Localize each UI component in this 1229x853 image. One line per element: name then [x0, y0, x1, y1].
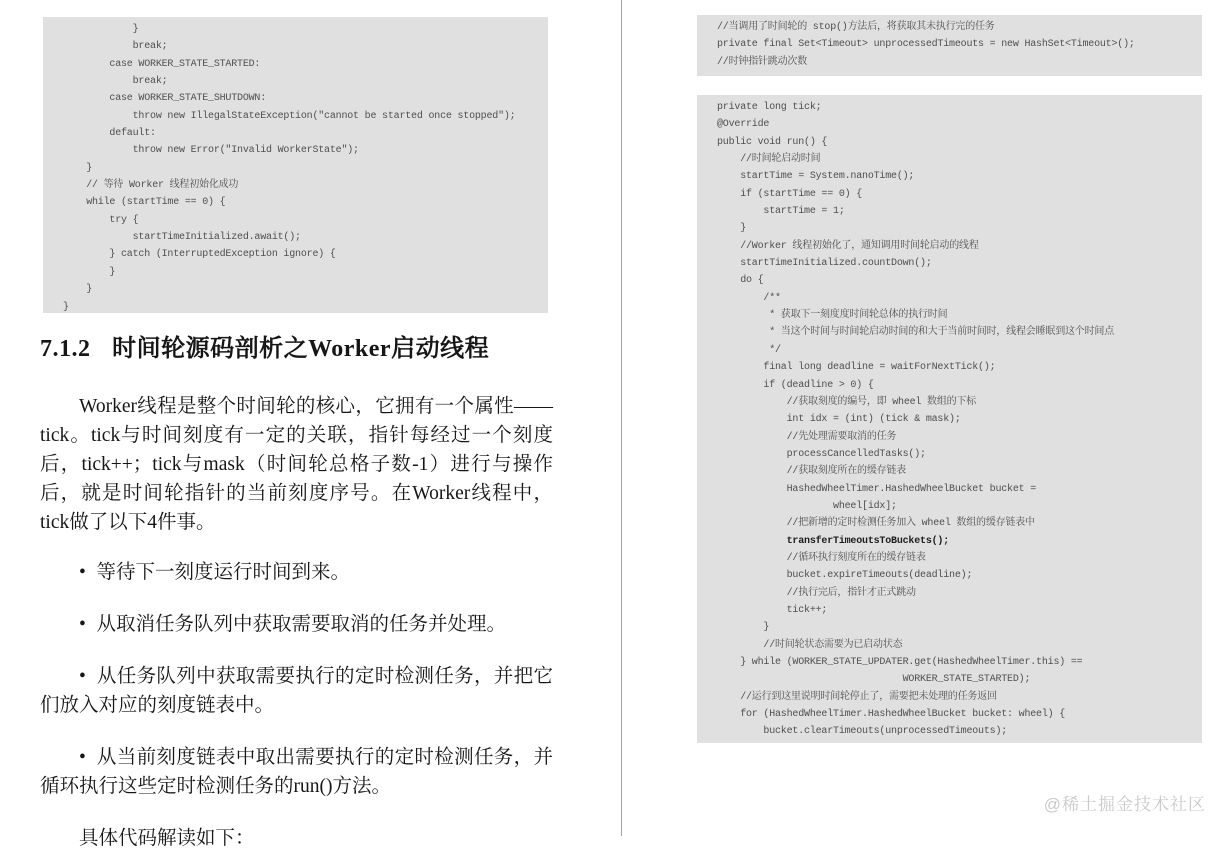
- code-line: if (startTime == 0) {: [717, 188, 863, 200]
- code-line: case WORKER_STATE_STARTED:: [63, 58, 261, 70]
- code-line: // 等待 Worker 线程初始化成功: [63, 180, 239, 192]
- bullet-item-3: [40, 662, 553, 720]
- code-line: //运行到这里说明时间轮停止了，需要把未处理的任务返回: [717, 691, 997, 703]
- code-line: @Override: [717, 119, 770, 131]
- code-line: startTimeInitialized.countDown();: [717, 258, 932, 270]
- code-block-worker-run-method: [697, 95, 1202, 743]
- code-line: public void run() {: [717, 136, 828, 148]
- code-line: case WORKER_STATE_SHUTDOWN:: [63, 93, 267, 105]
- bullet-text: 从任务队列中获取需要执行的定时检测任务，并把它们放入对应的刻度链表中。: [40, 666, 553, 716]
- code-line: WORKER_STATE_STARTED);: [717, 674, 1031, 686]
- code-line: try {: [63, 214, 139, 226]
- code-line: int idx = (int) (tick & mask);: [717, 414, 961, 426]
- bullet-icon: •: [79, 562, 86, 583]
- code-line: }: [63, 24, 139, 35]
- bullet-item-1: [40, 558, 553, 587]
- code-line: for (HashedWheelTimer.HashedWheelBucket bucket: wheel) {: [717, 709, 1066, 721]
- code-line: //循环执行刻度所在的缓存链表: [717, 552, 926, 564]
- code-line: wheel[idx];: [717, 500, 897, 512]
- bullet-text: 从当前刻度链表中取出需要执行的定时检测任务，并循环执行这些定时检测任务的run()方法。: [40, 747, 553, 797]
- code-line: */: [717, 344, 781, 356]
- code-line: if (deadline > 0) {: [717, 379, 874, 391]
- bullet-item-4: [40, 743, 553, 801]
- bullet-icon: •: [79, 747, 86, 768]
- code-line: break;: [63, 41, 168, 53]
- code-line: default:: [63, 128, 156, 140]
- code-line: bucket.expireTimeouts(deadline);: [717, 570, 973, 582]
- code-line: }: [717, 622, 770, 634]
- code-line: }: [63, 266, 116, 278]
- code-line: * 获取下一刻度度时间轮总体的执行时间: [717, 310, 948, 322]
- code-line: }: [63, 284, 93, 296]
- code-line: //时间轮启动时间: [717, 154, 821, 166]
- code-block-worker-init-wait: [43, 17, 548, 313]
- code-line: startTimeInitialized.await();: [63, 232, 301, 244]
- code-line: break;: [63, 76, 168, 88]
- section-title: 时间轮源码剖析之Worker启动线程: [112, 336, 490, 362]
- code-line: throw new Error("Invalid WorkerState");: [63, 145, 359, 157]
- left-text-column: [40, 333, 553, 853]
- section-number: 7.1.2: [40, 336, 91, 362]
- code-line: while (startTime == 0) {: [63, 197, 226, 209]
- code-line: processCancelledTasks();: [717, 448, 926, 460]
- code-line: //时钟指针跳动次数: [717, 56, 808, 68]
- section-heading: [40, 333, 553, 365]
- code-line: }: [63, 301, 69, 313]
- code-line: bucket.clearTimeouts(unprocessedTimeouts);: [717, 726, 1008, 738]
- code-line: } catch (InterruptedException ignore) {: [63, 249, 336, 261]
- code-line: /**: [717, 292, 781, 304]
- code-block-unprocessed-timeouts: [697, 15, 1202, 76]
- code-line: //获取刻度所在的缓存链表: [717, 466, 907, 478]
- code-line: startTime = System.nanoTime();: [717, 171, 915, 183]
- code-line: //Worker 线程初始化了，通知调用时间轮启动的线程: [717, 240, 979, 252]
- intro-paragraph: Worker线程是整个时间轮的核心，它拥有一个属性——tick。tick与时间刻度有一定的关联，指针每经过一个刻度后，tick++；tick与mask（时间轮总格子数-1）进行与操作后，就是时间轮指针的当前刻度序号。在Worker线程中，tick做了以下4件事。: [40, 396, 553, 533]
- bullet-item-2: [40, 610, 553, 639]
- code-line: //执行完后，指针才正式跳动: [717, 587, 916, 599]
- code-line: private long tick;: [717, 102, 822, 113]
- code-line: //获取刻度的编号，即 wheel 数组的下标: [717, 396, 977, 408]
- code-line: }: [63, 162, 93, 174]
- code-line: HashedWheelTimer.HashedWheelBucket bucket =: [717, 483, 1037, 495]
- code-line: throw new IllegalStateException("cannot be started once stopped");: [63, 110, 516, 122]
- bullet-text: 等待下一刻度运行时间到来。: [96, 562, 351, 583]
- code-line: }: [717, 223, 747, 235]
- code-line: final long deadline = waitForNextTick();: [717, 362, 996, 374]
- code-line: transferTimeoutsToBuckets();: [717, 535, 950, 547]
- code-line: startTime = 1;: [717, 206, 845, 218]
- code-line: * 当这个时间与时间轮启动时间的和大于当前时间时，线程会睡眠到这个时间点: [717, 327, 1115, 339]
- bullet-icon: •: [79, 666, 86, 687]
- bullet-icon: •: [79, 614, 86, 635]
- code-line: //时间轮状态需要为已启动状态: [717, 639, 903, 651]
- code-line: tick++;: [717, 604, 828, 616]
- code-line: //当调用了时间轮的 stop()方法后，将获取其未执行完的任务: [717, 22, 995, 33]
- code-line: } while (WORKER_STATE_UPDATER.get(HashedWheelTimer.this) ==: [717, 657, 1083, 668]
- code-line: //把新增的定时检测任务加入 wheel 数组的缓存链表中: [717, 518, 1035, 530]
- code-line: //先处理需要取消的任务: [717, 431, 897, 443]
- code-line: private final Set<Timeout> unprocessedTimeouts = new HashSet<Timeout>();: [717, 39, 1135, 51]
- closing-line: 具体代码解读如下：: [79, 828, 255, 849]
- bullet-text: 从取消任务队列中获取需要取消的任务并处理。: [96, 614, 507, 635]
- watermark: @稀土掘金技术社区: [1043, 795, 1206, 814]
- code-line: do {: [717, 275, 764, 287]
- column-divider: [621, 0, 622, 836]
